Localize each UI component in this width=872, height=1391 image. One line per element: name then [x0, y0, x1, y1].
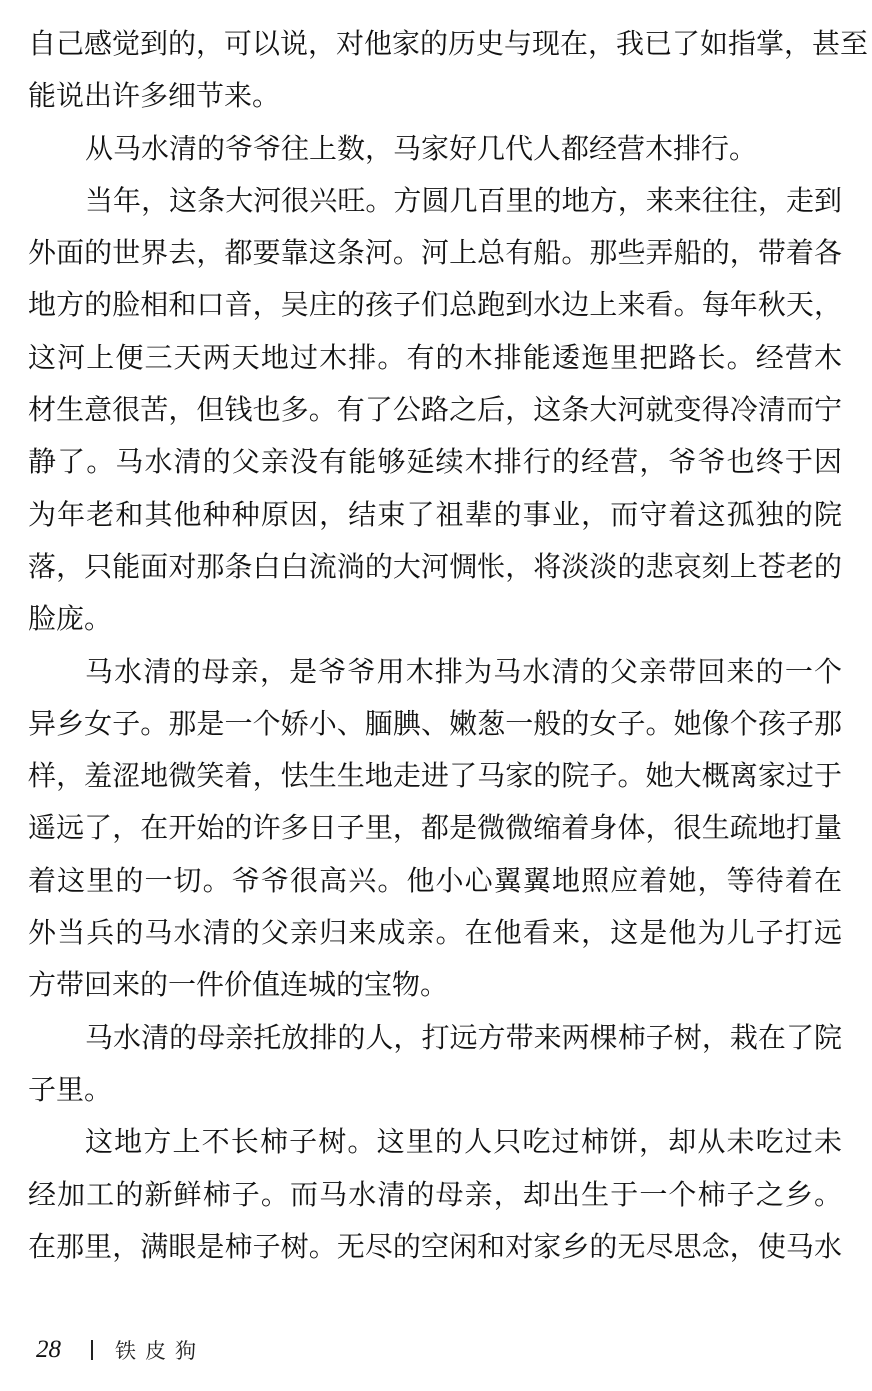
text-line: 这地方上不长柿子树。这里的人只吃过柿饼，却从未吃过未 — [85, 1125, 842, 1159]
page-body — [28, 18, 869, 1273]
text-line: 自己感觉到的，可以说，对他家的历史与现在，我已了如指掌，甚至 — [28, 27, 869, 60]
text-line: 样，羞涩地微笑着，怯生生地走进了马家的院子。她大概离家过于 — [28, 759, 842, 793]
text-line: 马水清的母亲，是爷爷用木排为马水清的父亲带回来的一个 — [85, 654, 842, 688]
text-line: 异乡女子。那是一个娇小、腼腆、嫩葱一般的女子。她像个孩子那 — [28, 706, 842, 740]
text-line: 经加工的新鲜柿子。而马水清的母亲，却出生于一个柿子之乡。 — [28, 1177, 842, 1211]
text-line: 马水清的母亲托放排的人，打远方带来两棵柿子树，栽在了院 — [85, 1020, 842, 1054]
text-line: 脸庞。 — [28, 602, 113, 636]
text-line: 外当兵的马水清的父亲归来成亲。在他看来，这是他为儿子打远 — [28, 916, 842, 950]
text-line: 着这里的一切。爷爷很高兴。他小心翼翼地照应着她，等待着在 — [28, 863, 842, 897]
text-line: 在那里，满眼是柿子树。无尽的空闲和对家乡的无尽思念，使马水 — [28, 1229, 842, 1263]
text-line: 这河上便三天两天地过木排。有的木排能逶迤里把路长。经营木 — [28, 340, 842, 374]
page-footer — [36, 1333, 205, 1367]
text-line: 当年，这条大河很兴旺。方圆几百里的地方，来来往往，走到 — [85, 183, 842, 217]
text-line: 落，只能面对那条白白流淌的大河惆怅，将淡淡的悲哀刻上苍老的 — [28, 549, 842, 583]
text-line: 为年老和其他种种原因，结束了祖辈的事业，而守着这孤独的院 — [28, 497, 842, 531]
text-line: 子里。 — [28, 1072, 113, 1106]
text-line: 从马水清的爷爷往上数，马家好几代人都经营木排行。 — [85, 131, 758, 165]
text-line: 材生意很苦，但钱也多。有了公路之后，这条大河就变得冷清而宁 — [28, 393, 842, 427]
text-line: 静了。马水清的父亲没有能够延续木排行的经营，爷爷也终于因 — [28, 445, 842, 479]
text-line: 外面的世界去，都要靠这条河。河上总有船。那些弄船的，带着各 — [28, 236, 842, 270]
text-line: 方带回来的一件价值连城的宝物。 — [28, 968, 449, 1002]
text-line: 能说出许多细节来。 — [28, 79, 281, 113]
page-number: 28 — [36, 1336, 61, 1363]
text-line: 地方的脸相和口音，吴庄的孩子们总跑到水边上来看。每年秋天， — [28, 288, 842, 322]
footer-separator — [91, 1340, 93, 1360]
text-line: 遥远了，在开始的许多日子里，都是微微缩着身体，很生疏地打量 — [28, 811, 842, 845]
book-title: 铁皮狗 — [115, 1339, 205, 1363]
